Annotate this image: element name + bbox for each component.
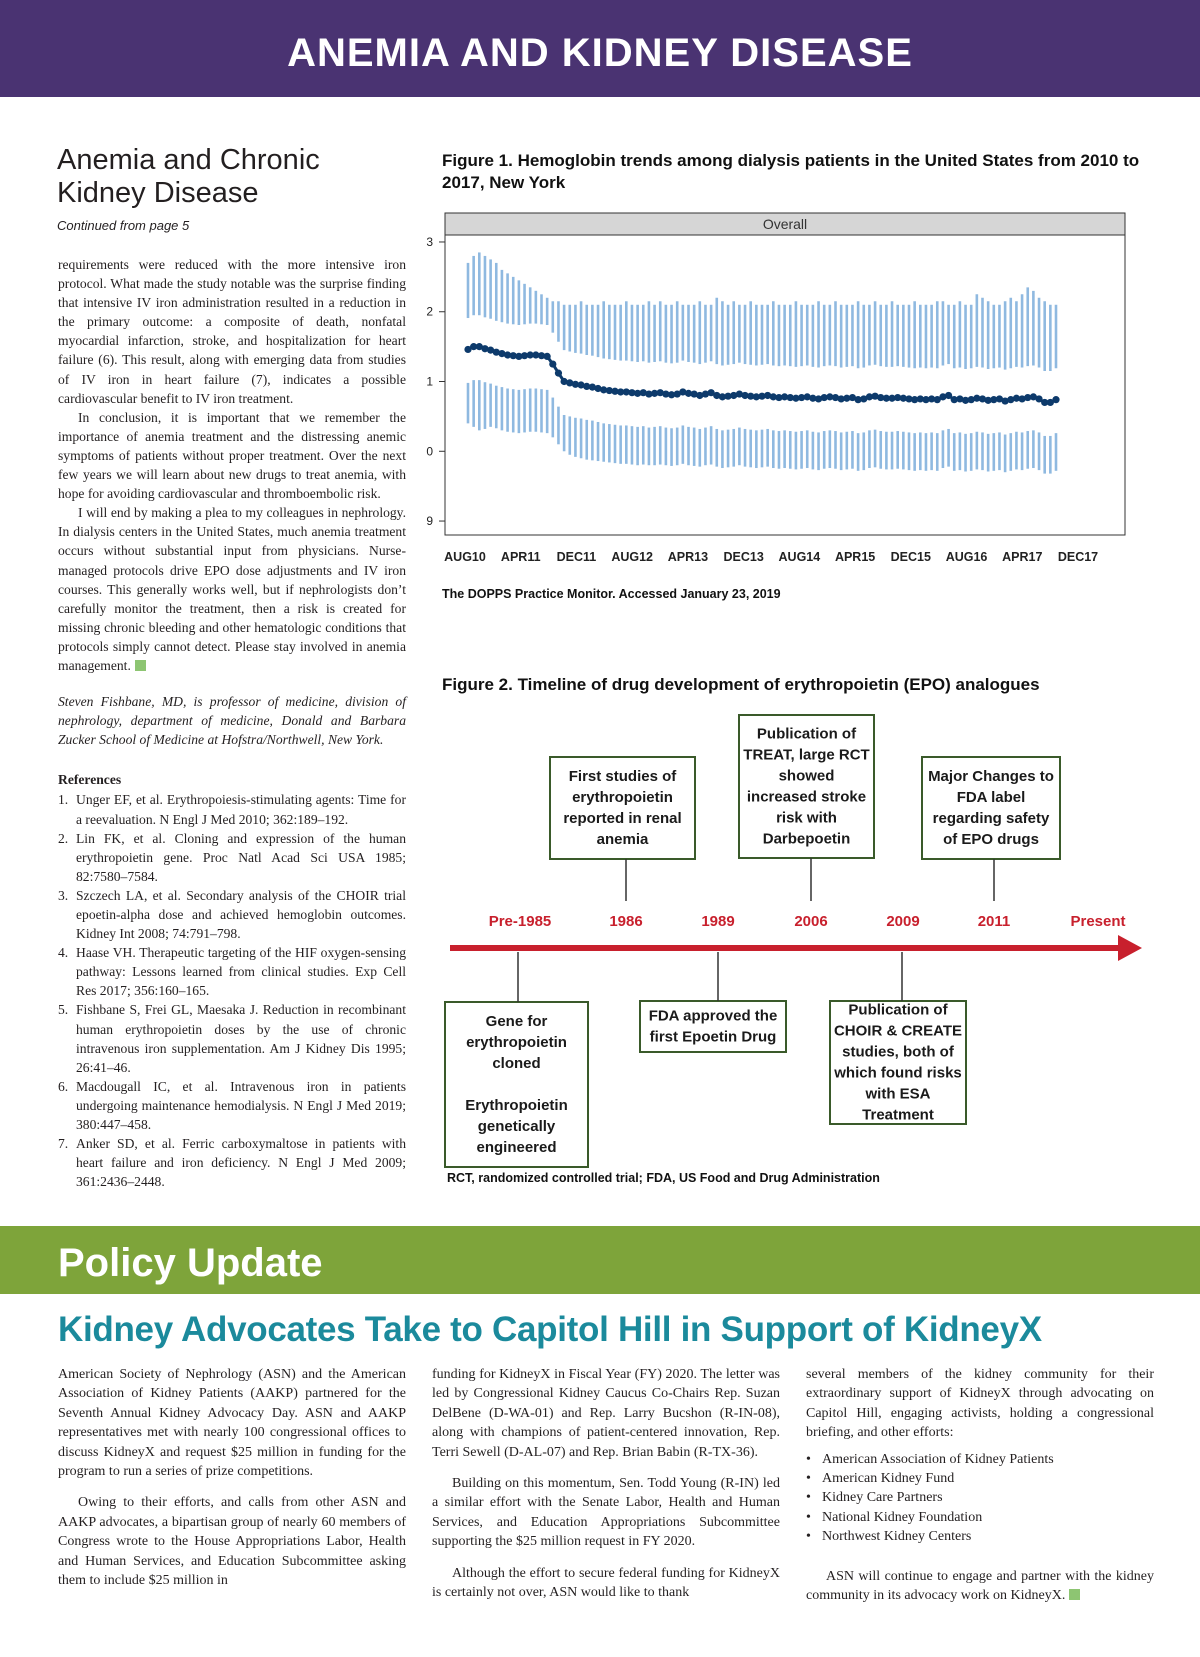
policy-closing xyxy=(806,1567,1154,1606)
y-tick-label: 3 xyxy=(426,234,433,249)
x-tick-label: DEC11 xyxy=(556,550,597,564)
data-point xyxy=(555,370,562,377)
reference-number: 3. xyxy=(58,887,69,903)
article-paragraph: requirements were reduced with the more intensive iron protocol. What made the study notable was the surprise finding that intensive IV iron administration resulted in a reduction in the primary outcome: a composite of death, nonfatal myocardial infarction, stroke, and hospitalization for heart failure (6). This result, along with emerging data from studies of IV iron in heart failure (7), indicates a possible cardiovascular benefit to IV iron treatment. xyxy=(58,257,406,406)
chart-title: Overall xyxy=(762,216,808,232)
reference-text: Lin FK, et al. Cloning and expression of the human erythropoietin gene. Proc Natl Acad Sci USA 1985; 82:7580–7584. xyxy=(76,830,406,884)
reference-item xyxy=(58,790,406,828)
end-mark-icon xyxy=(135,660,146,671)
policy-closing-text: ASN will continue to engage and partner with the kidney community in its advocacy work on KidneyX. xyxy=(806,1568,1154,1604)
y-tick-label: 1 xyxy=(426,374,433,389)
timeline-event-text: engineered xyxy=(476,1139,557,1156)
article-body xyxy=(58,255,406,1191)
y-tick-label: 2 xyxy=(426,304,433,319)
reference-item xyxy=(58,829,406,886)
timeline-event-text: FDA label xyxy=(956,789,1026,806)
timeline-event-text: risk with xyxy=(776,809,837,827)
y-tick-label: 9 xyxy=(426,514,433,529)
timeline-event-text: reported in renal xyxy=(563,810,682,827)
reference-number: 1. xyxy=(58,792,69,808)
timeline-event-text: increased stroke xyxy=(746,788,867,806)
policy-title: Policy Update xyxy=(58,1241,323,1285)
timeline-event-text: genetically xyxy=(477,1118,556,1135)
timeline-event-text: Publication of xyxy=(756,725,857,743)
x-tick-label: DEC13 xyxy=(723,550,764,564)
timeline-event-text: anemia xyxy=(596,831,649,848)
policy-column-3 xyxy=(806,1365,1154,1605)
reference-item xyxy=(58,1000,406,1076)
x-tick-label: APR11 xyxy=(500,550,541,564)
timeline-event-text: TREAT, large RCT xyxy=(743,746,870,764)
timeline-event-text: Gene for xyxy=(485,1013,548,1030)
timeline-event-text: Erythropoietin xyxy=(465,1097,568,1114)
list-item: • National Kidney Foundation xyxy=(806,1508,1154,1527)
list-item: • Northwest Kidney Centers xyxy=(806,1527,1154,1546)
timeline-year: 2011 xyxy=(977,913,1011,930)
list-item: • American Kidney Fund xyxy=(806,1469,1154,1488)
reference-text: Haase VH. Therapeutic targeting of the HIF oxygen-sensing pathway: Lessons learned from clinical studies. Exp Cell Res 2017; 356:160–165. xyxy=(76,945,406,999)
policy-headline: Kidney Advocates Take to Capitol Hill in Support of KidneyX xyxy=(58,1310,1042,1349)
timeline-year: 2006 xyxy=(794,913,828,930)
policy-column-1 xyxy=(58,1365,406,1590)
reference-text: Macdougall IC, et al. Intravenous iron in patients undergoing maintenance hemodialysis. N Engl J Med 2019; 380:447–458. xyxy=(76,1078,406,1133)
timeline-event-text: erythropoietin xyxy=(466,1034,567,1051)
timeline-event-text: regarding safety xyxy=(932,810,1050,827)
reference-number: 6. xyxy=(58,1078,69,1094)
end-mark-icon xyxy=(1069,1589,1080,1600)
reference-number: 4. xyxy=(58,945,69,961)
timeline-year: 2009 xyxy=(886,913,920,930)
timeline-event-text: Publication of xyxy=(848,1001,948,1019)
article-paragraph-text: I will end by making a plea to my colleagues in nephrology. In dialysis centers in the United States, much anemia treatment occurs without substantial input from physicians. Nurse-managed protocols drive EPO dose adjustments and IV iron courses. This generally works well, but if nephrologists don’t carefully monitor the treatment, then a risk is created for missing chronic bleeding and other hematologic conditions that protocols simply cannot detect. Please stay involved in anemia management. xyxy=(58,505,406,673)
timeline-year: 1986 xyxy=(609,913,643,930)
data-point xyxy=(544,353,551,360)
article-title-line1: Anemia and Chronic xyxy=(57,144,320,176)
data-point xyxy=(549,360,556,367)
timeline-event-text: first Epoetin Drug xyxy=(649,1028,777,1046)
timeline-event-text: Treatment xyxy=(862,1106,934,1124)
timeline-event-text: erythropoietin xyxy=(572,789,673,806)
policy-paragraph: Owing to their efforts, and calls from other ASN and AAKP advocates, a bipartisan group of nearly 60 members of Congress wrote to the House Appropriations Labor, Health and Human Services, and Education Subcommittee asking them to include $25 million in xyxy=(58,1495,406,1589)
x-tick-label: APR17 xyxy=(1002,550,1043,564)
policy-paragraph: Although the effort to secure federal funding for KidneyX is certainly not over, ASN would like to thank xyxy=(432,1565,780,1601)
figure2-title: Figure 2. Timeline of drug development of erythropoietin (EPO) analogues xyxy=(442,675,1040,694)
policy-column-2 xyxy=(432,1365,780,1602)
timeline-event-text: FDA approved the xyxy=(648,1007,778,1025)
data-point xyxy=(1052,396,1059,403)
plot-frame xyxy=(445,235,1125,535)
reference-item xyxy=(58,1077,406,1134)
timeline-event-text: studies, both of xyxy=(842,1043,954,1061)
reference-number: 2. xyxy=(58,830,69,846)
policy-paragraph: funding for KidneyX in Fiscal Year (FY) 2020. The letter was led by Congressional Kidney Caucus Co-Chairs Rep. Suzan DelBene (D-WA-01) and Rep. Larry Bucshon (R-IN-08), along with champions of patient-centered innovation, Rep. Terri Sewell (D-AL-07) and Rep. Brian Babin (R-TX-36). xyxy=(432,1367,780,1460)
list-item: • Kidney Care Partners xyxy=(806,1488,1154,1507)
x-tick-label: DEC17 xyxy=(1057,550,1099,564)
policy-paragraph: several members of the kidney community for their extraordinary support of KidneyX through advocating on Capitol Hill, engaging activists, holding a congressional briefing, and other efforts: xyxy=(806,1367,1154,1441)
reference-item xyxy=(58,886,406,943)
reference-text: Unger EF, et al. Erythropoiesis-stimulating agents: Time for a reevaluation. N Engl J Med 2010; 362:189–192. xyxy=(76,792,406,827)
x-tick-label: APR13 xyxy=(667,550,709,564)
timeline-event-text: which found risks xyxy=(834,1064,962,1082)
reference-number: 7. xyxy=(58,1136,69,1152)
article-title xyxy=(57,144,320,210)
figure1-source: The DOPPS Practice Monitor. Accessed January 23, 2019 xyxy=(442,587,781,601)
timeline-year: Pre-1985 xyxy=(488,913,552,930)
banner-title: ANEMIA AND KIDNEY DISEASE xyxy=(287,31,913,75)
timeline-event-text: CHOIR & CREATE xyxy=(833,1022,963,1040)
x-tick-label: DEC15 xyxy=(890,550,931,564)
supporters-list xyxy=(806,1450,1154,1547)
x-tick-label: AUG16 xyxy=(945,550,988,564)
figure1-title: Figure 1. Hemoglobin trends among dialysis patients in the United States from 2010 to 2017, New York xyxy=(442,151,1140,192)
timeline-event-text: Darbepoetin xyxy=(762,830,851,848)
author-bio: Steven Fishbane, MD, is professor of medicine, division of nephrology, department of medicine, Donald and Barbara Zucker School of Medicine at Hofstra/Northwell, New York. xyxy=(58,694,406,748)
reference-number: 5. xyxy=(58,1002,69,1018)
policy-paragraph: American Society of Nephrology (ASN) and the American Association of Kidney Patients (AAKP) partnered for the Seventh Annual Kidney Advocacy Day. ASN and AAKP representatives met with nearly 100 congressional offices to discuss KidneyX and request $25 million in funding for the program to run a series of prize competitions. xyxy=(58,1367,406,1480)
y-tick-label: 0 xyxy=(426,444,433,459)
reference-text: Szczech LA, et al. Secondary analysis of the CHOIR trial epoetin-alpha dose and achieved hemoglobin outcomes. Kidney Int 2008; 74:791–798. xyxy=(76,887,406,942)
reference-item xyxy=(58,943,406,1000)
timeline-event-text: with ESA xyxy=(865,1085,931,1103)
timeline-arrow-head xyxy=(1118,935,1142,961)
article-paragraph xyxy=(58,503,406,675)
article-title-line2: Kidney Disease xyxy=(57,177,259,209)
x-tick-label: APR15 xyxy=(834,550,876,564)
list-item: • American Association of Kidney Patients xyxy=(806,1450,1154,1469)
timeline-event-text: showed xyxy=(778,767,835,785)
reference-text: Fishbane S, Frei GL, Maesaka J. Reduction in recombinant human erythropoietin doses by the use of chronic intravenous iron supplementation. Am J Kidney Dis 1995; 26:41–46. xyxy=(76,1002,406,1075)
timeline-event-text: of EPO drugs xyxy=(943,831,1039,848)
references-heading: References xyxy=(58,772,122,788)
figure2-timeline xyxy=(430,705,1150,1170)
x-tick-label: AUG12 xyxy=(611,550,654,564)
timeline-event-text: cloned xyxy=(492,1055,541,1072)
references-list xyxy=(58,790,406,1191)
figure1-chart xyxy=(420,205,1140,575)
timeline-event-text: First studies of xyxy=(568,768,677,785)
timeline-year: 1989 xyxy=(701,913,735,930)
reference-item xyxy=(58,1134,406,1191)
timeline-event-text: Major Changes to xyxy=(928,768,1054,785)
continued-note: Continued from page 5 xyxy=(57,218,190,233)
x-tick-label: AUG10 xyxy=(444,550,486,564)
article-paragraph: In conclusion, it is important that we remember the importance of anemia treatment and the distressing anemic symptoms of patients without proper treatment. Over the next few years we will learn about new drugs to treat anemia, with hope for avoiding cardiovascular and thromboembolic risk. xyxy=(58,409,406,502)
policy-paragraph: Building on this momentum, Sen. Todd Young (R-IN) led a similar effort with the Senate Labor, Health and Human Services, and Education Appropriations Subcommittee supporting the $25 million request in FY 2020. xyxy=(432,1476,780,1550)
figure2-source: RCT, randomized controlled trial; FDA, US Food and Drug Administration xyxy=(447,1171,880,1185)
x-tick-label: AUG14 xyxy=(778,550,821,564)
timeline-year: Present xyxy=(1070,913,1126,930)
reference-text: Anker SD, et al. Ferric carboxymaltose in patients with heart failure and iron deficiency. N Engl J Med 2009; 361:2436–2448. xyxy=(76,1136,406,1190)
